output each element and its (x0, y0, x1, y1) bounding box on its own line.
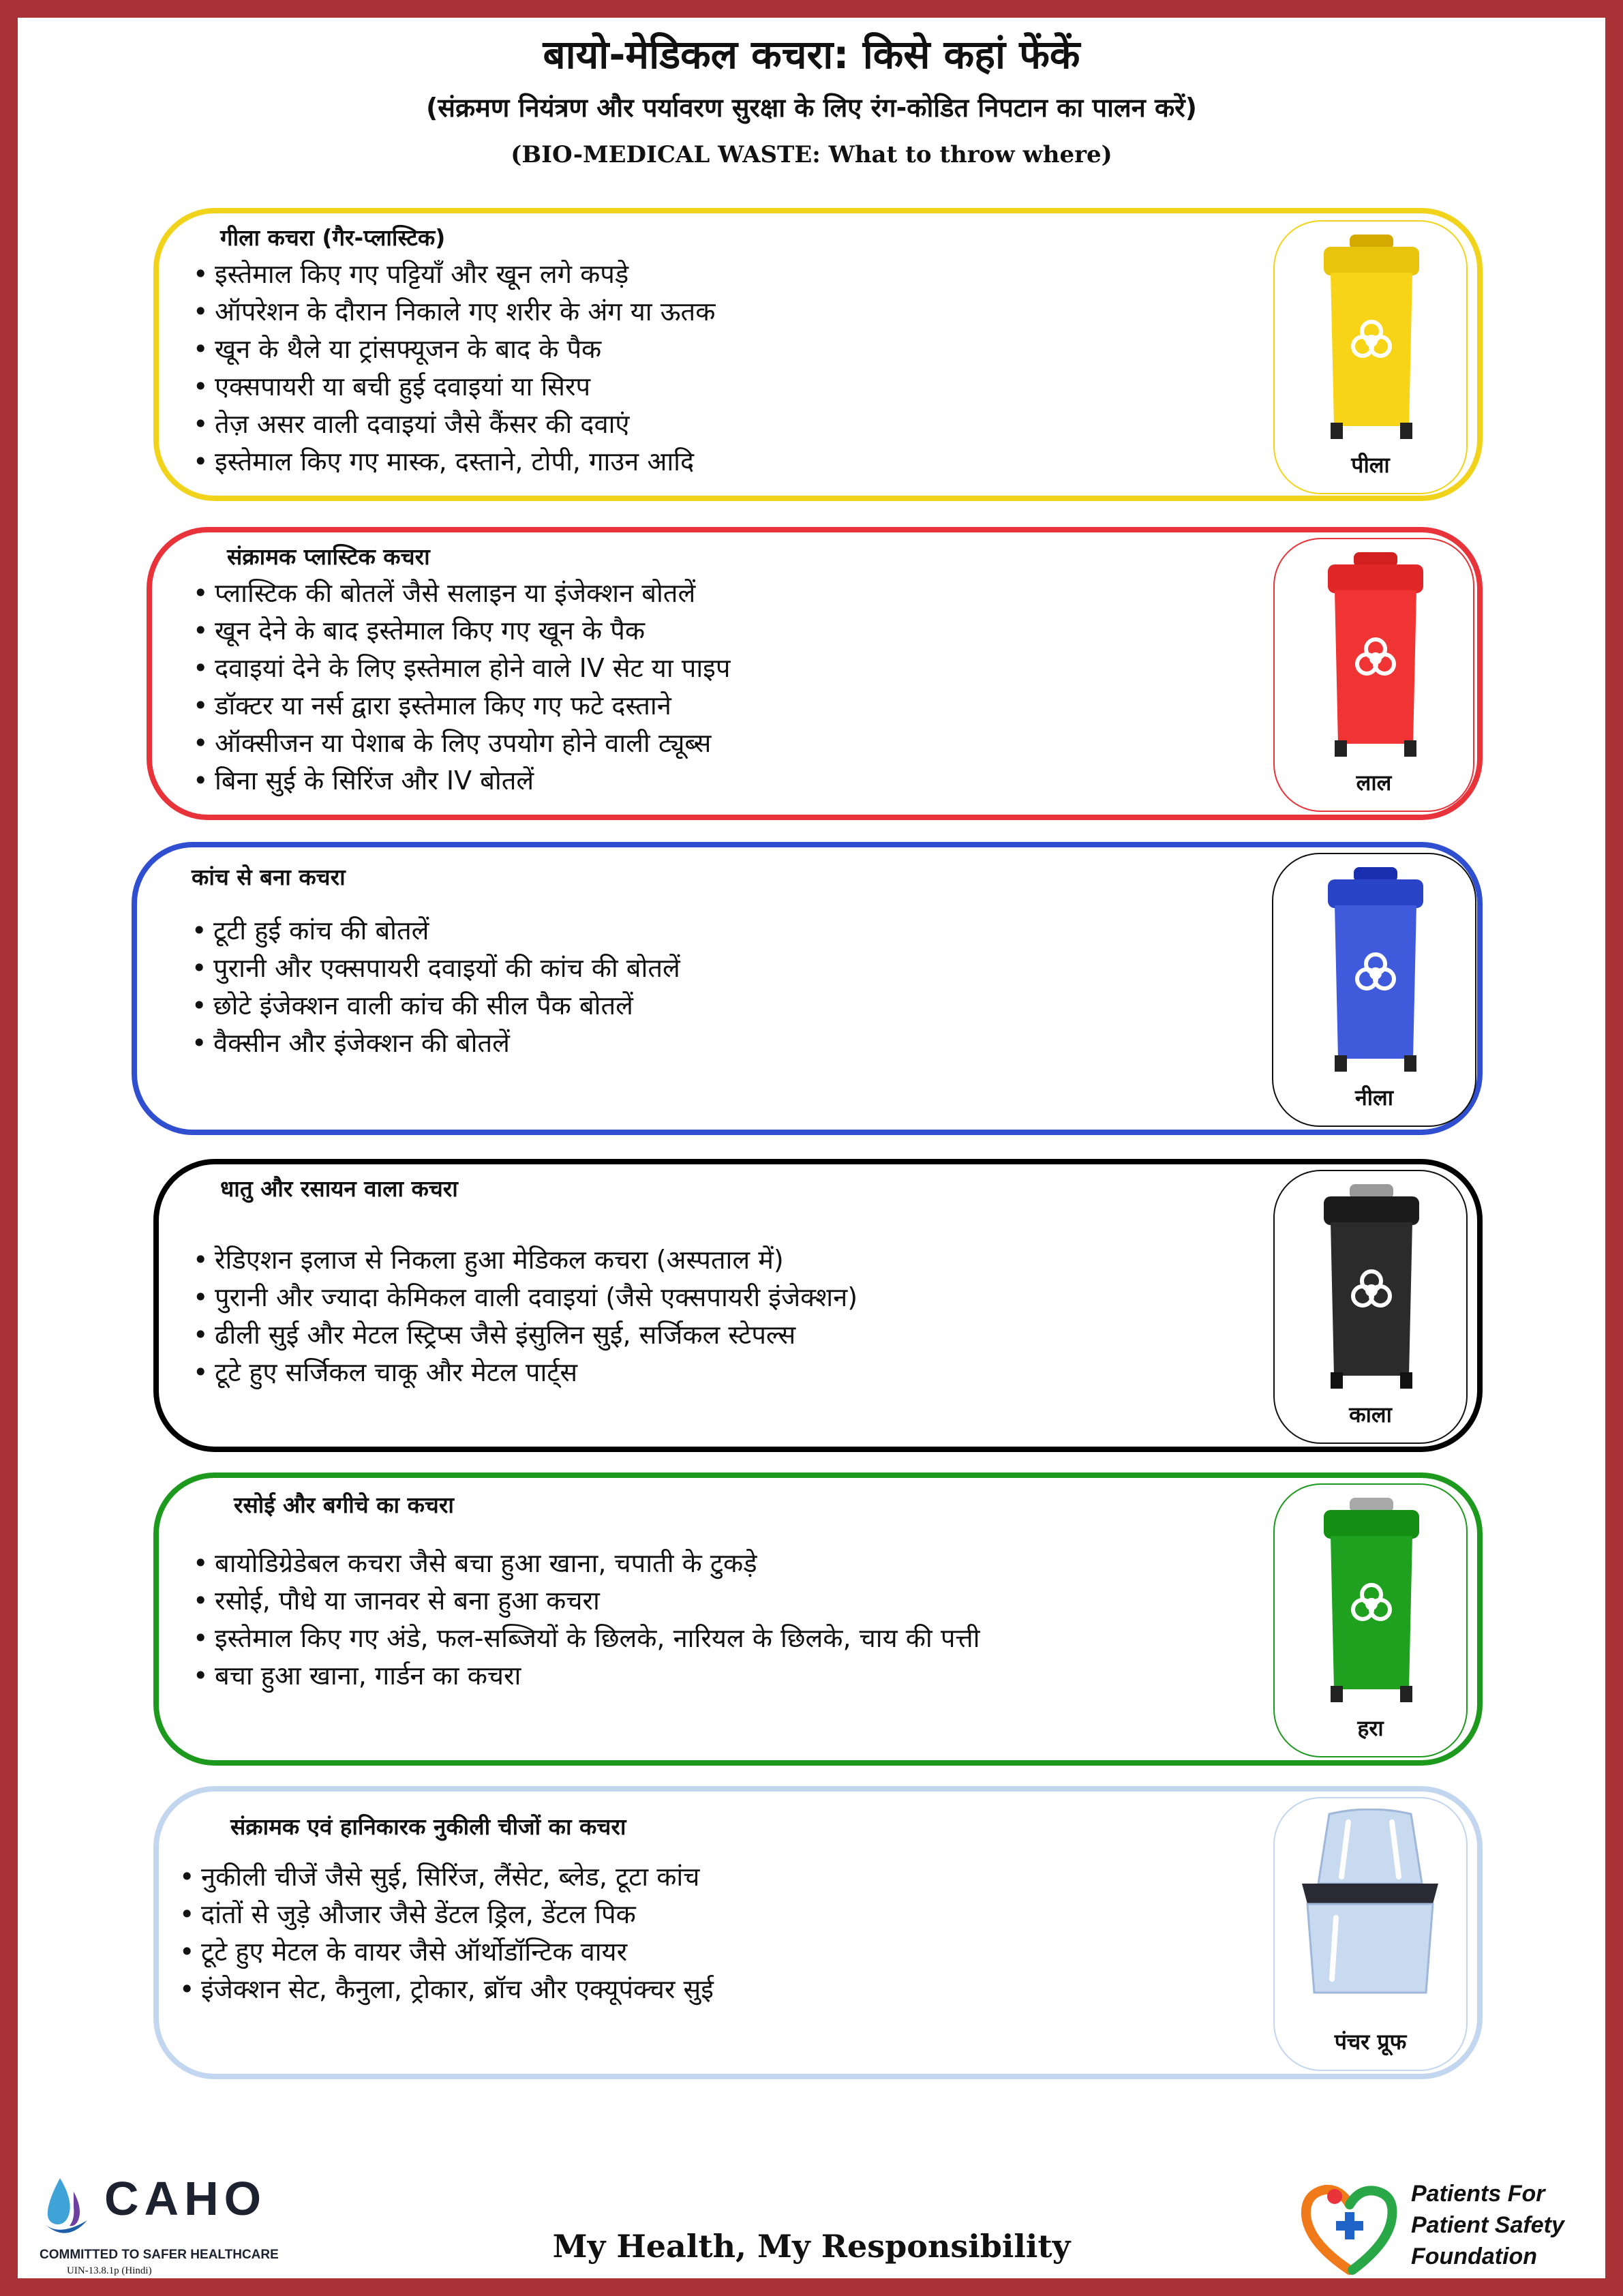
list-item: • ढीली सुई और मेटल स्ट्रिप्स जैसे इंसुलिन सुई, सर्जिकल स्टेपल्स (193, 1316, 858, 1354)
list-item: • प्लास्टिक की बोतलें जैसे सलाइन या इंजेक्शन बोतलें (193, 575, 730, 612)
pps-line-2: Patient Safety (1411, 2212, 1564, 2238)
header (0, 27, 1623, 172)
section-title: संक्रामक प्लास्टिक कचरा (227, 543, 430, 570)
section-title: रसोई और बगीचे का कचरा (234, 1492, 454, 1518)
page-subtitle: (संक्रमण नियंत्रण और पर्यावरण सुरक्षा के लिए रंग-कोडित निपटान का पालन करें) (425, 93, 1198, 123)
item-list (193, 256, 715, 481)
section-black (153, 1159, 1483, 1452)
list-item: • नुकीली चीजें जैसे सुई, सिरिंज, लैंसेट, ब्लेड, टूटा कांच (179, 1858, 714, 1896)
list-item: • इंजेक्शन सेट, कैनुला, ट्रोकार, ब्रॉच और एक्यूपंक्चर सुई (179, 1971, 714, 2008)
section-green (153, 1472, 1483, 1766)
item-list (193, 1241, 858, 1391)
yellow-bin-icon (1303, 232, 1440, 443)
blue-bin-icon (1307, 864, 1444, 1076)
bin-label: पंचर प्रूफ (1334, 2029, 1407, 2055)
bin-label: नीला (1354, 1085, 1394, 1111)
caho-tagline: COMMITTED TO SAFER HEALTHCARE (40, 2248, 279, 2262)
list-item: • इस्तेमाल किए गए मास्क, दस्ताने, टोपी, गाउन आदि (193, 443, 715, 481)
bin-label: हरा (1357, 1715, 1384, 1741)
section-puncture-proof (153, 1786, 1483, 2079)
list-item: • पुरानी और एक्सपायरी दवाइयों की कांच की बोतलें (192, 950, 680, 987)
list-item: • पुरानी और ज्यादा केमिकल वाली दवाइयां (जैसे एक्सपायरी इंजेक्शन) (193, 1279, 858, 1316)
green-bin-icon (1303, 1495, 1440, 1706)
footer-motto: My Health, My Responsibility (552, 2228, 1071, 2265)
list-item: • टूटी हुई कांच की बोतलें (192, 912, 680, 950)
bin-panel (1273, 1797, 1468, 2071)
black-bin-icon (1303, 1181, 1440, 1393)
list-item: • छोटे इंजेक्शन वाली कांच की सील पैक बोतलें (192, 987, 680, 1025)
item-list (179, 1858, 714, 2008)
item-list (193, 575, 730, 800)
section-title: संक्रामक एवं हानिकारक नुकीली चीजों का कचरा (230, 1813, 626, 1840)
section-blue (132, 842, 1483, 1135)
pps-name (1411, 2178, 1564, 2272)
heart-cross-icon (1295, 2175, 1404, 2284)
list-item: • दवाइयां देने के लिए इस्तेमाल होने वाले IV सेट या पाइप (193, 650, 730, 687)
section-red (147, 527, 1483, 820)
bin-panel (1273, 1170, 1468, 1444)
list-item: • टूटे हुए मेटल के वायर जैसे ऑर्थोडॉन्टिक वायर (179, 1933, 714, 1971)
list-item: • तेज़ असर वाली दवाइयां जैसे कैंसर की दवाएं (193, 406, 715, 443)
list-item: • रेडिएशन इलाज से निकला हुआ मेडिकल कचरा (अस्पताल में) (193, 1241, 858, 1279)
list-item: • इस्तेमाल किए गए अंडे, फल-सब्जियों के छिलके, नारियल के छिलके, चाय की पत्ती (193, 1620, 980, 1657)
bin-panel (1273, 220, 1468, 494)
list-item: • दांतों से जुड़े औजार जैसे डेंटल ड्रिल, डेंटल पिक (179, 1896, 714, 1933)
list-item: • खून देने के बाद इस्तेमाल किए गए खून के पैक (193, 612, 730, 650)
list-item: • वैक्सीन और इंजेक्शन की बोतलें (192, 1025, 680, 1062)
caho-name: CAHO (104, 2172, 267, 2225)
list-item: • डॉक्टर या नर्स द्वारा इस्तेमाल किए गए फटे दस्ताने (193, 687, 730, 725)
section-title: गीला कचरा (गैर-प्लास्टिक) (220, 224, 446, 251)
pps-line-1: Patients For (1411, 2181, 1545, 2207)
bin-panel (1273, 1483, 1468, 1757)
section-title: कांच से बना कचरा (192, 864, 346, 890)
page-title: बायो-मेडिकल कचरा: किसे कहां फेंकें (543, 31, 1080, 78)
list-item: • ऑपरेशन के दौरान निकाले गए शरीर के अंग या ऊतक (193, 293, 715, 331)
list-item: • बायोडिग्रेडेबल कचरा जैसे बचा हुआ खाना, चपाती के टुकड़े (193, 1545, 980, 1582)
section-title: धातु और रसायन वाला कचरा (220, 1175, 458, 1202)
list-item: • टूटे हुए सर्जिकल चाकू और मेटल पार्ट्स (193, 1354, 858, 1391)
list-item: • एक्सपायरी या बची हुई दवाइयां या सिरप (193, 368, 715, 406)
document-uin: UIN-13.8.1p (Hindi) (67, 2265, 152, 2276)
bin-panel (1272, 853, 1476, 1127)
bin-label: लाल (1356, 770, 1392, 796)
list-item: • खून के थैले या ट्रांसफ्यूजन के बाद के पैक (193, 331, 715, 368)
list-item: • ऑक्सीजन या पेशाब के लिए उपयोग होने वाली ट्यूब्स (193, 725, 730, 762)
list-item: • बचा हुआ खाना, गार्डन का कचरा (193, 1657, 980, 1695)
bin-panel (1273, 538, 1474, 812)
item-list (192, 912, 680, 1062)
list-item: • इस्तेमाल किए गए पट्टियाँ और खून लगे कपड़े (193, 256, 715, 293)
english-title: (BIO-MEDICAL WASTE: What to throw where) (511, 141, 1112, 168)
red-bin-icon (1307, 549, 1444, 761)
list-item: • बिना सुई के सिरिंज और IV बोतलें (193, 762, 730, 800)
bin-label: पीला (1351, 452, 1390, 478)
puncture-proof-bin-icon (1288, 1809, 1452, 2013)
item-list (193, 1545, 980, 1695)
section-yellow (153, 208, 1483, 501)
bin-label: काला (1349, 1402, 1392, 1428)
pps-line-3: Foundation (1411, 2244, 1538, 2269)
list-item: • रसोई, पौधे या जानवर से बना हुआ कचरा (193, 1582, 980, 1620)
